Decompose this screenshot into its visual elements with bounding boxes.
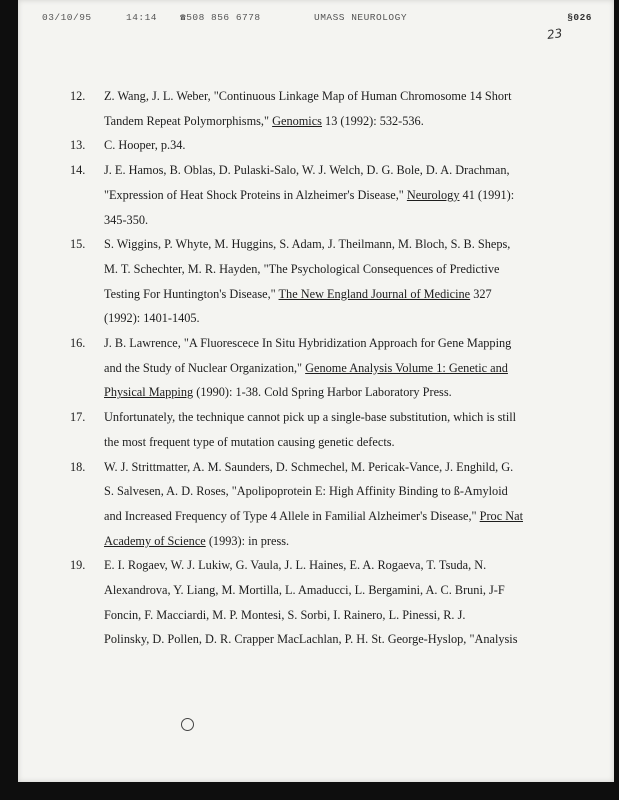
reference-line: E. I. Rogaev, W. J. Lukiw, G. Vaula, J. L. Haines, E. A. Rogaeva, T. Tsuda, N. xyxy=(104,558,487,573)
reference-number: 18. xyxy=(70,459,86,474)
fax-page-code: §026 xyxy=(567,12,592,23)
reference-line: C. Hooper, p.34. xyxy=(104,138,186,153)
reference-line: (1992): 1401-1405. xyxy=(104,311,200,326)
citation-title: Neurology xyxy=(406,187,460,202)
reference-text xyxy=(104,84,540,133)
reference-list xyxy=(70,84,540,652)
reference-line: 345-350. xyxy=(104,212,149,227)
reference-item xyxy=(70,405,540,454)
reference-text xyxy=(104,158,540,232)
fax-header xyxy=(32,12,602,26)
citation-title: Physical Mapping xyxy=(104,385,194,400)
fax-department: UMASS NEUROLOGY xyxy=(314,12,408,23)
reference-line: J. E. Hamos, B. Oblas, D. Pulaski-Salo, W. J. Welch, D. G. Bole, D. A. Drachman, xyxy=(104,163,510,178)
reference-number: 14. xyxy=(70,163,86,178)
reference-line: the most frequent type of mutation causing genetic defects. xyxy=(104,434,395,449)
fax-time: 14:14 xyxy=(126,12,158,23)
reference-line: M. T. Schechter, M. R. Hayden, "The Psychological Consequences of Predictive xyxy=(104,261,500,276)
reference-number: 13. xyxy=(70,138,86,153)
reference-line: J. B. Lawrence, "A Fluorescece In Situ Hybridization Approach for Gene Mapping xyxy=(104,336,512,351)
reference-line: Tandem Repeat Polymorphisms," Genomics 13 (1992): 532-536. xyxy=(104,113,424,128)
handwritten-page-number: 23 xyxy=(545,26,563,42)
citation-title: The New England Journal of Medicine xyxy=(278,286,471,301)
reference-line: Z. Wang, J. L. Weber, "Continuous Linkage Map of Human Chromosome 14 Short xyxy=(104,89,512,103)
reference-line: S. Wiggins, P. Whyte, M. Huggins, S. Adam, J. Theilmann, M. Bloch, S. B. Sheps, xyxy=(104,237,511,252)
reference-number: 16. xyxy=(70,336,86,351)
reference-item xyxy=(70,158,540,232)
reference-number: 12. xyxy=(70,89,86,103)
reference-number: 17. xyxy=(70,410,86,425)
reference-text xyxy=(104,455,540,554)
punch-hole-mark xyxy=(181,718,194,731)
reference-line: Polinsky, D. Pollen, D. R. Crapper MacLachlan, P. H. St. George-Hyslop, "Analysis xyxy=(104,632,518,647)
citation-title: Proc Nat xyxy=(479,508,523,523)
reference-line: and Increased Frequency of Type 4 Allele in Familial Alzheimer's Disease," Proc Nat xyxy=(104,508,523,523)
reference-number: 15. xyxy=(70,237,86,252)
reference-item xyxy=(70,455,540,554)
reference-line: and the Study of Nuclear Organization," Genome Analysis Volume 1: Genetic and xyxy=(104,360,508,375)
citation-title: Genomics xyxy=(272,113,322,128)
reference-number: 19. xyxy=(70,558,86,573)
reference-item xyxy=(70,232,540,331)
reference-text xyxy=(104,232,540,331)
reference-text xyxy=(104,405,540,454)
fax-date: 03/10/95 xyxy=(42,12,92,23)
document-page xyxy=(18,0,614,782)
reference-item xyxy=(70,553,540,652)
reference-text xyxy=(104,331,540,405)
fax-phone: ☎508 856 6778 xyxy=(180,12,261,23)
reference-text xyxy=(104,133,540,158)
reference-line: S. Salvesen, A. D. Roses, "Apolipoprotein E: High Affinity Binding to ß-Amyloid xyxy=(104,484,508,499)
reference-line: "Expression of Heat Shock Proteins in Alzheimer's Disease," Neurology 41 (1991): xyxy=(104,187,515,202)
reference-text xyxy=(104,553,540,652)
citation-title: Academy of Science xyxy=(104,533,206,548)
reference-item xyxy=(70,331,540,405)
reference-line: Alexandrova, Y. Liang, M. Mortilla, L. Amaducci, L. Bergamini, A. C. Bruni, J-F xyxy=(104,583,505,598)
reference-line: Testing For Huntington's Disease," The New England Journal of Medicine 327 xyxy=(104,286,492,301)
reference-item xyxy=(70,133,540,158)
reference-line: Physical Mapping (1990): 1-38. Cold Spring Harbor Laboratory Press. xyxy=(104,385,452,400)
reference-line: W. J. Strittmatter, A. M. Saunders, D. Schmechel, M. Pericak-Vance, J. Enghild, G. xyxy=(104,459,514,474)
reference-line: Foncin, F. Macciardi, M. P. Montesi, S. Sorbi, I. Rainero, L. Pinessi, R. J. xyxy=(104,607,466,622)
reference-line: Academy of Science (1993): in press. xyxy=(104,533,290,548)
reference-line: Unfortunately, the technique cannot pick up a single-base substitution, which is still xyxy=(104,410,517,425)
citation-title: Genome Analysis Volume 1: Genetic and xyxy=(305,360,508,375)
reference-item xyxy=(70,84,540,133)
